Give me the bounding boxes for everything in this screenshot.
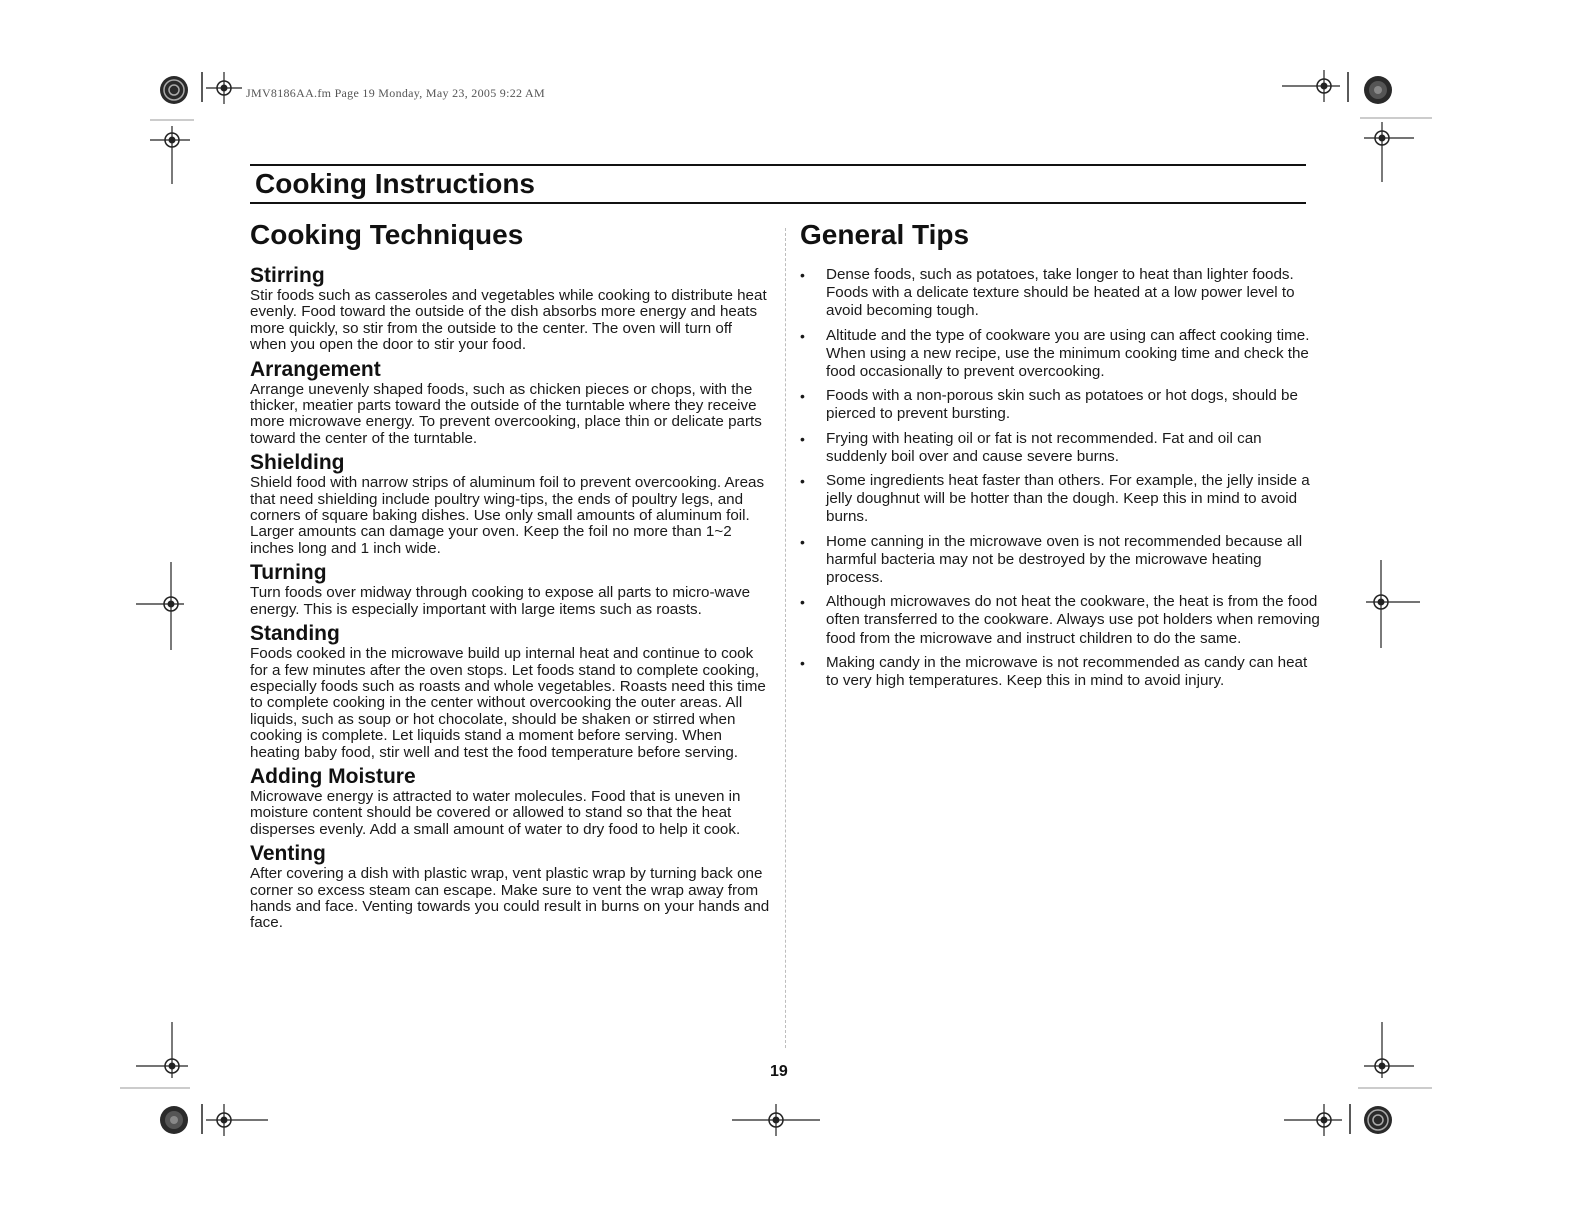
crosshair-icon	[1284, 1102, 1356, 1138]
bullet-icon: •	[800, 654, 805, 671]
cooking-techniques-section	[250, 218, 770, 936]
crosshair-icon	[200, 72, 244, 108]
technique-stirring	[250, 264, 770, 354]
technique-title: Stirring	[250, 264, 325, 287]
technique-venting	[250, 842, 770, 932]
bullet-icon: •	[800, 327, 805, 344]
crosshair-icon	[150, 118, 194, 186]
tip-text: Some ingredients heat faster than others. For example, the jelly inside a jelly doughnut will be hotter than the dough. Keep this in mind to avoid burns.	[826, 472, 1310, 526]
tip-text: Frying with heating oil or fat is not recommended. Fat and oil can suddenly boil over and cause severe burns.	[826, 429, 1262, 465]
technique-title: Standing	[250, 622, 340, 646]
crosshair-icon	[1282, 70, 1354, 106]
registration-mark-icon	[158, 74, 190, 106]
technique-body: Stir foods such as casseroles and vegetables while cooking to distribute heat evenly. Food toward the outside of the dish absorbs more energy and heats more quickly, so stir from the outside to the center. The oven will turn off when you open the door to stir your food.	[250, 287, 767, 354]
crosshair-icon	[1360, 116, 1432, 184]
technique-title: Shielding	[250, 451, 345, 475]
bullet-icon: •	[800, 430, 805, 447]
technique-arrangement	[250, 358, 770, 448]
crosshair-icon	[732, 1102, 822, 1138]
technique-title: Arrangement	[250, 357, 381, 381]
crosshair-icon	[120, 1022, 190, 1092]
technique-shielding	[250, 451, 770, 557]
crosshair-icon	[136, 562, 186, 652]
technique-standing	[250, 622, 770, 761]
technique-body: Turn foods over midway through cooking to expose all parts to micro-wave energy. This is especially important with large items such as roasts.	[250, 584, 751, 618]
section-title: Cooking Techniques	[250, 219, 524, 250]
chapter-title: Cooking Instructions	[255, 168, 535, 199]
tip-text: Making candy in the microwave is not recommended as candy can heat to very high temperatures. Keep this in mind to avoid injury.	[826, 653, 1308, 690]
tip-text: Dense foods, such as potatoes, take longer to heat than lighter foods. Foods with a delicate texture should be heated at a low power level to avoid becoming tough.	[826, 266, 1295, 320]
technique-title: Adding Moisture	[250, 764, 416, 788]
technique-body: Microwave energy is attracted to water molecules. Food that is uneven in moisture content should be covered or allowed to stand so that the heat disperses evenly. Add a small amount of water to dry food to help it cook.	[250, 787, 741, 838]
technique-body: Foods cooked in the microwave build up internal heat and continue to cook for a few minutes after the oven stops. Let foods stand to complete cooking, especially foods such as roasts and whole vegetables. Roasts need this time to complete cooking in the center without overcooking the outer areas. All liquids, such as soup or hot chocolate, should be shaken or stirred when cooking is complete. Let liquids stand a moment before serving. When heating baby food, stir well and test the food temperature before serving.	[250, 645, 766, 761]
technique-body: After covering a dish with plastic wrap, vent plastic wrap by turning back one corner so excess steam can escape. Make sure to vent the wrap away from hands and face. Venting towards you could result in burns on your hands and face.	[250, 865, 770, 932]
technique-adding-moisture	[250, 765, 770, 838]
tip-text: Home canning in the microwave oven is not recommended because all harmful bacteria may not be destroyed by the microwave heating process.	[826, 532, 1303, 587]
list-item	[800, 654, 1320, 690]
list-item	[800, 266, 1320, 321]
list-item	[800, 593, 1320, 648]
bottom-rule	[250, 202, 1306, 204]
bullet-icon: •	[800, 473, 805, 490]
general-tips-section	[800, 218, 1320, 696]
crosshair-icon	[1364, 560, 1424, 650]
list-item	[800, 387, 1320, 423]
list-item	[800, 472, 1320, 527]
technique-body: Shield food with narrow strips of aluminum foil to prevent overcooking. Areas that need shielding include poultry wing-tips, the ends of poultry legs, and corners of square baking dishes. Use only small amounts of aluminum foil. Larger amounts can damage your oven. Keep the foil no more than 1~2 inches long and 1 inch wide.	[250, 474, 765, 557]
technique-title: Venting	[250, 842, 326, 866]
list-item	[800, 327, 1320, 382]
top-rule	[250, 164, 1306, 166]
technique-body: Arrange unevenly shaped foods, such as chicken pieces or chops, with the thicker, meatier parts toward the outside of the turntable where they receive more microwave energy. To prevent overcooking, place thin or delicate parts toward the center of the turntable.	[250, 380, 762, 447]
list-item	[800, 430, 1320, 466]
technique-turning	[250, 561, 770, 618]
tip-text: Although microwaves do not heat the cookware, the heat is from the food often transferred to the cookware. Always use pot holders when removing food from the microwave and instruct children to do the same.	[826, 593, 1320, 647]
registration-mark-icon	[1362, 1104, 1394, 1136]
print-header: JMV8186AA.fm Page 19 Monday, May 23, 2005 9:22 AM	[246, 86, 545, 100]
registration-mark-icon	[1362, 74, 1394, 106]
technique-title: Turning	[250, 561, 327, 585]
tip-text: Foods with a non-porous skin such as potatoes or hot dogs, should be pierced to prevent bursting.	[826, 387, 1298, 423]
list-item	[800, 533, 1320, 588]
crosshair-icon	[1358, 1022, 1432, 1092]
bullet-icon: •	[800, 594, 805, 611]
bullet-icon: •	[800, 388, 805, 405]
page-number: 19	[770, 1063, 788, 1080]
tip-text: Altitude and the type of cookware you are using can affect cooking time. When using a new recipe, use the minimum cooking time and check the food occasionally to prevent overcooking.	[826, 326, 1310, 381]
bullet-icon: •	[800, 533, 805, 550]
tips-list	[800, 266, 1320, 690]
registration-mark-icon	[158, 1104, 190, 1136]
column-divider	[785, 228, 786, 1048]
crosshair-icon	[200, 1102, 270, 1138]
section-title: General Tips	[800, 219, 970, 250]
bullet-icon: •	[800, 267, 805, 283]
